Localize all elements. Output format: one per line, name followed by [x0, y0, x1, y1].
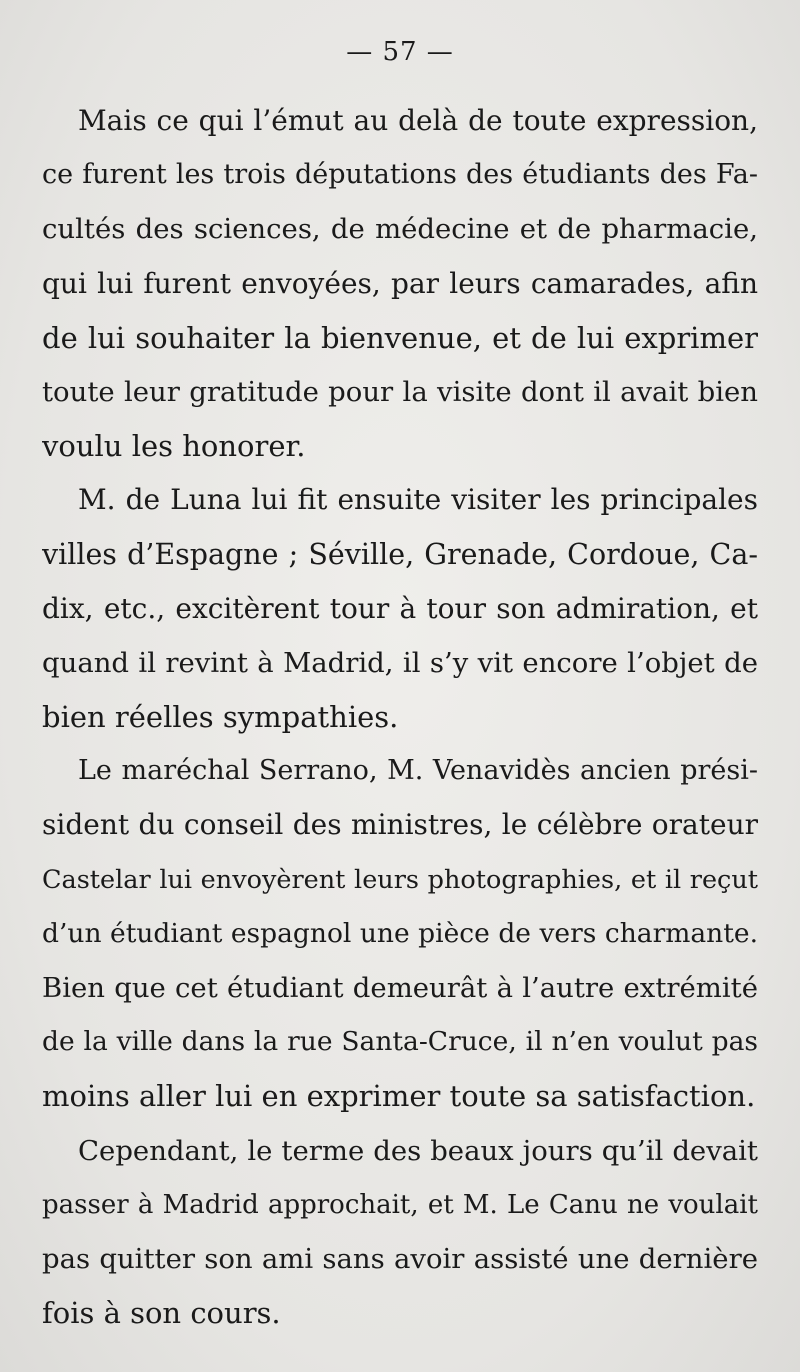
text-line: Le maréchal Serrano, M. Venavidès ancien prési-	[78, 755, 758, 787]
text-line: sident du conseil des ministres, le célèbre orateur	[42, 808, 758, 842]
text-line: toute leur gratitude pour la visite dont il avait bien	[42, 375, 758, 408]
text-line: voulu les honorer.	[42, 429, 306, 464]
paragraph	[42, 1124, 758, 1341]
text-line: d’un étudiant espagnol une pièce de vers charmante.	[42, 917, 758, 949]
text-line: ce furent les trois députations des étudiants des Fa-	[42, 159, 758, 191]
text-line: passer à Madrid approchait, et M. Le Canu ne voulait	[42, 1189, 758, 1220]
text-line: qui lui furent envoyées, par leurs camarades, afin	[42, 266, 758, 300]
text-line: Cependant, le terme des beaux jours qu’il devait	[78, 1134, 758, 1167]
text-line: Castelar lui envoyèrent leurs photographies, et il reçut	[42, 864, 758, 895]
paragraph	[42, 744, 758, 1123]
body-text	[42, 94, 758, 1340]
text-line: villes d’Espagne ; Séville, Grenade, Cordoue, Ca-	[42, 537, 758, 571]
text-line: dix, etc., excitèrent tour à tour son admiration, et	[42, 591, 758, 625]
text-line: Bien que cet étudiant demeurât à l’autre extrémité	[42, 972, 758, 1004]
text-line: moins aller lui en exprimer toute sa satisfaction.	[42, 1079, 756, 1114]
paragraph	[42, 473, 758, 744]
text-line: cultés des sciences, de médecine et de pharmacie,	[42, 213, 758, 246]
text-line: de lui souhaiter la bienvenue, et de lui exprimer	[42, 320, 758, 355]
page-number: — 57 —	[346, 37, 454, 67]
text-line: quand il revint à Madrid, il s’y vit encore l’objet de	[42, 646, 758, 679]
text-line: bien réelles sympathies.	[42, 700, 399, 735]
text-line: de la ville dans la rue Santa-Cruce, il n’en voulut pas	[42, 1026, 758, 1058]
text-line: M. de Luna lui fit ensuite visiter les principales	[78, 483, 758, 517]
paragraph	[42, 94, 758, 473]
text-line: pas quitter son ami sans avoir assisté une dernière	[42, 1242, 758, 1275]
text-line: Mais ce qui l’émut au delà de toute expression,	[78, 104, 758, 137]
text-line: fois à son cours.	[42, 1296, 281, 1331]
